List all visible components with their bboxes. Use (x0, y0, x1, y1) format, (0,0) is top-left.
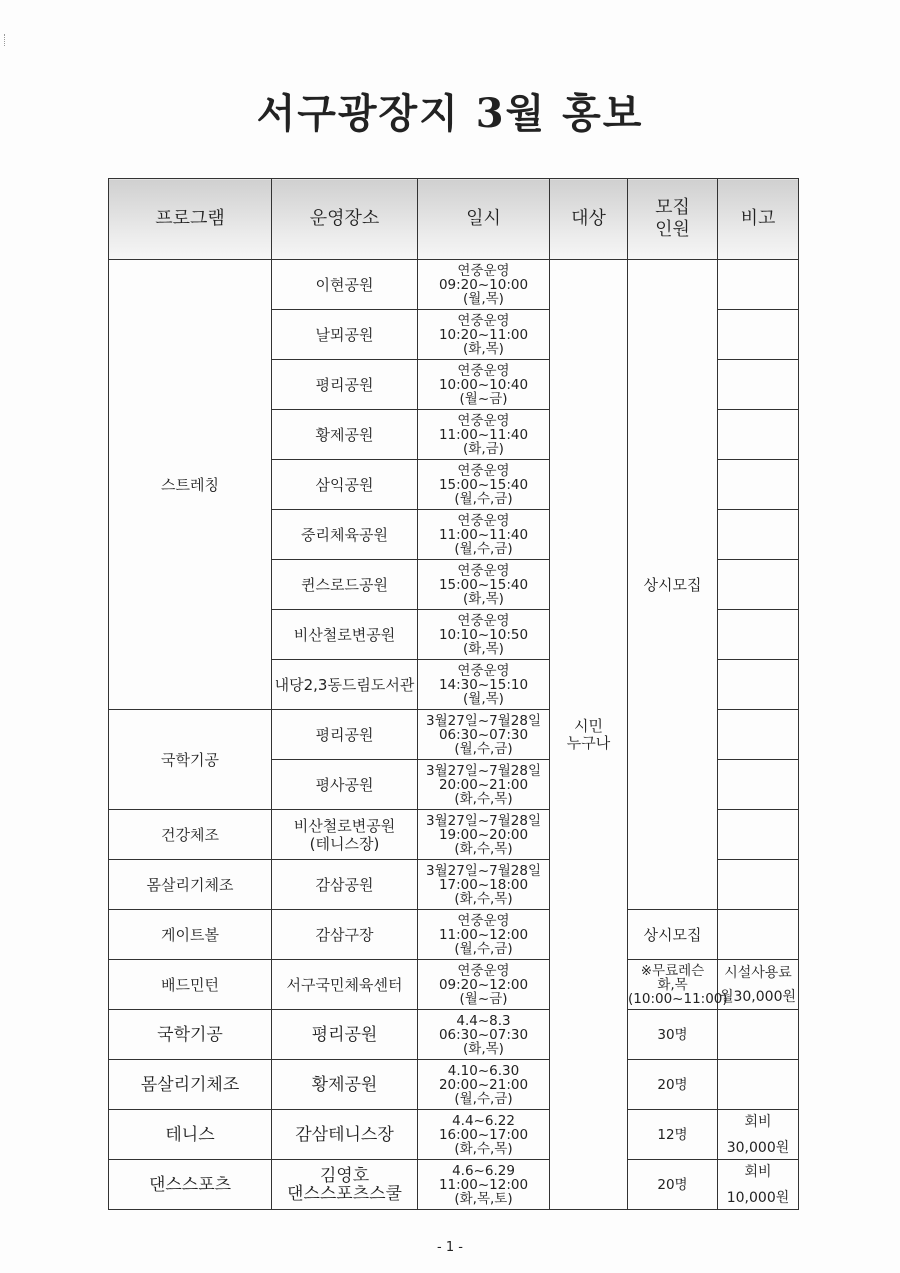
target-text: 시민 누구나 (566, 716, 611, 752)
location-text: 내당2,3동드림도서관 (274, 675, 415, 694)
location-cell (272, 910, 418, 960)
schedule-cell-line: 11:00~11:40 (438, 526, 529, 543)
schedule-cell-line: 16:00~17:00 (438, 1126, 529, 1143)
schedule-cell (418, 510, 550, 560)
note-cell (718, 360, 799, 410)
schedule-cell (418, 260, 550, 310)
table-row (109, 1110, 799, 1160)
schedule-cell-line: 3월27일~7월28일 (425, 862, 541, 879)
schedule-cell-line: 06:30~07:30 (438, 1026, 529, 1043)
program-cell: 몸살리기체조 (109, 1060, 272, 1110)
schedule-cell-line: 15:00~15:40 (438, 476, 529, 493)
schedule-cell-line: 20:00~21:00 (438, 776, 529, 793)
schedule-cell-line: 연중운영 (457, 612, 510, 629)
schedule-cell-line: (월,목) (463, 690, 504, 707)
location-cell (272, 460, 418, 510)
location-text: 중리체육공원 (301, 525, 388, 544)
page-title: 서구광장지 3월 홍보 (256, 90, 644, 137)
schedule-cell-line: 11:00~12:00 (438, 926, 529, 943)
location-cell (272, 310, 418, 360)
location-cell (272, 1110, 418, 1160)
scan-mark (4, 34, 8, 46)
recruit-cell-line: 30명 (657, 1026, 688, 1043)
schedule-cell (418, 1010, 550, 1060)
note-cell (718, 860, 799, 910)
note-cell (718, 410, 799, 460)
location-cell (272, 260, 418, 310)
note-cell (718, 760, 799, 810)
note-cell (718, 460, 799, 510)
location-text: 삼익공원 (315, 475, 374, 494)
schedule-cell (418, 610, 550, 660)
schedule-cell (418, 560, 550, 610)
schedule-cell-line: 09:20~10:00 (438, 276, 529, 293)
table-row (109, 960, 799, 1010)
program-cell: 건강체조 (109, 810, 272, 860)
program-cell: 몸살리기체조 (109, 860, 272, 910)
schedule-cell (418, 1060, 550, 1110)
schedule-cell-line: 10:20~11:00 (438, 326, 529, 343)
location-cell (272, 860, 418, 910)
location-cell (272, 560, 418, 610)
location-text: 날뫼공원 (315, 325, 374, 344)
schedule-cell (418, 910, 550, 960)
location-text: 평리공원 (315, 725, 374, 744)
schedule-cell-line: (월~금) (459, 990, 508, 1007)
schedule-cell-line: 연중운영 (457, 962, 510, 979)
schedule-cell-line: 20:00~21:00 (438, 1076, 529, 1093)
schedule-cell (418, 410, 550, 460)
schedule-cell-line: (화,수,목) (454, 790, 513, 807)
location-cell (272, 1010, 418, 1060)
table-row (109, 260, 799, 310)
recruit-cell-line: 20명 (657, 1076, 688, 1093)
location-cell (272, 960, 418, 1010)
note-cell (718, 810, 799, 860)
schedule-cell (418, 810, 550, 860)
program-cell: 국학기공 (109, 1010, 272, 1060)
schedule-cell-line: 연중운영 (457, 512, 510, 529)
note-cell (718, 710, 799, 760)
location-text: 평사공원 (315, 775, 374, 794)
table-row (109, 1010, 799, 1060)
schedule-cell-line: 4.4~8.3 (456, 1012, 511, 1029)
location-text: 서구국민체육센터 (286, 975, 403, 994)
location-text: 퀸스로드공원 (301, 575, 388, 594)
note-line: 10,000원 (726, 1189, 790, 1206)
schedule-cell (418, 760, 550, 810)
location-text: 비산철로변공원 (테니스장) (293, 816, 396, 853)
schedule-cell-line: (화,목) (463, 640, 504, 657)
location-text: 이현공원 (315, 275, 374, 294)
schedule-cell-line: 11:00~11:40 (438, 426, 529, 443)
schedule-cell-line: 10:10~10:50 (438, 626, 529, 643)
schedule-cell-line: (월,목) (463, 290, 504, 307)
schedule-cell-line: (월,수,금) (454, 540, 513, 557)
location-text: 김영호 댄스스포츠스쿨 (287, 1165, 402, 1204)
schedule-cell (418, 460, 550, 510)
schedule-cell-line: 3월27일~7월28일 (425, 762, 541, 779)
note-cell (718, 1010, 799, 1060)
note-cell (718, 260, 799, 310)
recruit-cell-line: 화,목 (657, 976, 688, 993)
recruit-always-cell: 상시모집 (628, 260, 718, 910)
table-row (109, 1060, 799, 1110)
note-cell (718, 910, 799, 960)
recruit-cell (628, 960, 728, 1010)
recruit-cell-line: 12명 (657, 1126, 688, 1143)
recruit-cell (628, 1010, 718, 1060)
header-location: 운영장소 (272, 179, 418, 260)
note-line: 시설사용료 (724, 964, 792, 981)
schedule-cell-line: 19:00~20:00 (438, 826, 529, 843)
schedule-cell-line: (화,금) (463, 440, 504, 457)
schedule-cell-line: 14:30~15:10 (438, 676, 529, 693)
schedule-cell-line: 연중운영 (457, 362, 510, 379)
schedule-cell (418, 360, 550, 410)
header-recruit-text: 모집 인원 (655, 197, 690, 240)
schedule-cell-line: 연중운영 (457, 412, 510, 429)
schedule-cell-line: (화,수,목) (454, 840, 513, 857)
schedule-cell-line: 4.4~6.22 (452, 1112, 515, 1129)
schedule-cell (418, 860, 550, 910)
note-cell (718, 1160, 799, 1210)
note-line: 회비 (744, 1163, 772, 1180)
schedule-cell (418, 710, 550, 760)
note-cell (718, 660, 799, 710)
schedule-cell-line: (화,목) (463, 340, 504, 357)
location-text: 황제공원 (311, 1074, 378, 1095)
schedule-cell-line: (화,목) (463, 590, 504, 607)
table-row (109, 910, 799, 960)
recruit-gateball-cell: 상시모집 (628, 910, 718, 960)
schedule-cell-line: 연중운영 (457, 912, 510, 929)
schedule-cell-line: (화,목) (463, 1040, 504, 1057)
schedule-cell-line: 연중운영 (457, 262, 510, 279)
location-cell (272, 1060, 418, 1110)
program-cell: 스트레칭 (109, 260, 272, 710)
recruit-cell (628, 1060, 718, 1110)
schedule-cell-line: 연중운영 (457, 562, 510, 579)
schedule-cell-line: (화,수,목) (454, 890, 513, 907)
schedule-cell-line: 17:00~18:00 (438, 876, 529, 893)
location-cell (272, 660, 418, 710)
table-row (109, 1160, 799, 1210)
location-cell (272, 610, 418, 660)
header-schedule: 일시 (418, 179, 550, 260)
schedule-cell-line: (월,수,금) (454, 940, 513, 957)
schedule-cell-line: 4.10~6.30 (447, 1062, 520, 1079)
schedule-cell-line: (월,수,금) (454, 1090, 513, 1107)
note-cell (718, 1110, 799, 1160)
note-line: 30,000원 (726, 1139, 790, 1156)
recruit-cell-line: (10:00~11:00) (628, 990, 728, 1007)
program-cell: 배드민턴 (109, 960, 272, 1010)
recruit-cell-line: 20명 (657, 1176, 688, 1193)
note-line: 월30,000원 (719, 988, 797, 1005)
program-cell: 댄스스포츠 (109, 1160, 272, 1210)
schedule-cell-line: 연중운영 (457, 312, 510, 329)
location-text: 감삼구장 (315, 925, 374, 944)
header-recruit (628, 179, 718, 260)
schedule-cell-line: 10:00~10:40 (438, 376, 529, 393)
schedule-cell (418, 660, 550, 710)
location-cell (272, 510, 418, 560)
recruit-cell (628, 1160, 718, 1210)
recruit-cell (628, 1110, 718, 1160)
note-cell (718, 610, 799, 660)
schedule-cell-line: 연중운영 (457, 662, 510, 679)
location-text: 황제공원 (315, 425, 374, 444)
program-cell: 국학기공 (109, 710, 272, 810)
table-header-row (109, 179, 799, 260)
location-cell (272, 810, 418, 860)
header-target: 대상 (550, 179, 628, 260)
schedule-cell-line: (화,수,목) (454, 1140, 513, 1157)
location-text: 감삼테니스장 (295, 1124, 394, 1145)
header-program: 프로그램 (109, 179, 272, 260)
schedule-cell-line: 3월27일~7월28일 (425, 812, 541, 829)
location-cell (272, 1160, 418, 1210)
page-number: - 1 - (437, 1240, 463, 1255)
program-cell: 게이트볼 (109, 910, 272, 960)
schedule-cell-line: 3월27일~7월28일 (425, 712, 541, 729)
note-cell (718, 560, 799, 610)
location-cell (272, 410, 418, 460)
schedule-cell (418, 1110, 550, 1160)
table-body (109, 260, 799, 1210)
schedule-cell-line: 06:30~07:30 (438, 726, 529, 743)
location-cell (272, 710, 418, 760)
target-cell (550, 260, 628, 1210)
note-cell (718, 1060, 799, 1110)
schedule-cell (418, 310, 550, 360)
location-cell (272, 360, 418, 410)
schedule-cell-line: 09:20~12:00 (438, 976, 529, 993)
schedule-cell-line: (화,목,토) (454, 1190, 513, 1207)
note-line: 회비 (744, 1113, 772, 1130)
schedule-cell-line: (월~금) (459, 390, 508, 407)
schedule-cell (418, 960, 550, 1010)
program-cell: 테니스 (109, 1110, 272, 1160)
location-text: 평리공원 (311, 1024, 378, 1045)
recruit-cell-line: ※무료레슨 (640, 962, 705, 979)
schedule-cell-line: 15:00~15:40 (438, 576, 529, 593)
note-cell (718, 310, 799, 360)
note-cell (718, 960, 799, 1010)
location-text: 감삼공원 (315, 875, 374, 894)
note-cell (718, 510, 799, 560)
location-text: 평리공원 (315, 375, 374, 394)
schedule-cell-line: (월,수,금) (454, 740, 513, 757)
schedule-cell (418, 1160, 550, 1210)
schedule-cell-line: 4.6~6.29 (452, 1162, 515, 1179)
schedule-cell-line: (월,수,금) (454, 490, 513, 507)
schedule-cell-line: 연중운영 (457, 462, 510, 479)
schedule-cell-line: 11:00~12:00 (438, 1176, 529, 1193)
header-note: 비고 (718, 179, 799, 260)
location-text: 비산철로변공원 (293, 625, 396, 644)
location-cell (272, 760, 418, 810)
program-table (108, 178, 799, 1210)
